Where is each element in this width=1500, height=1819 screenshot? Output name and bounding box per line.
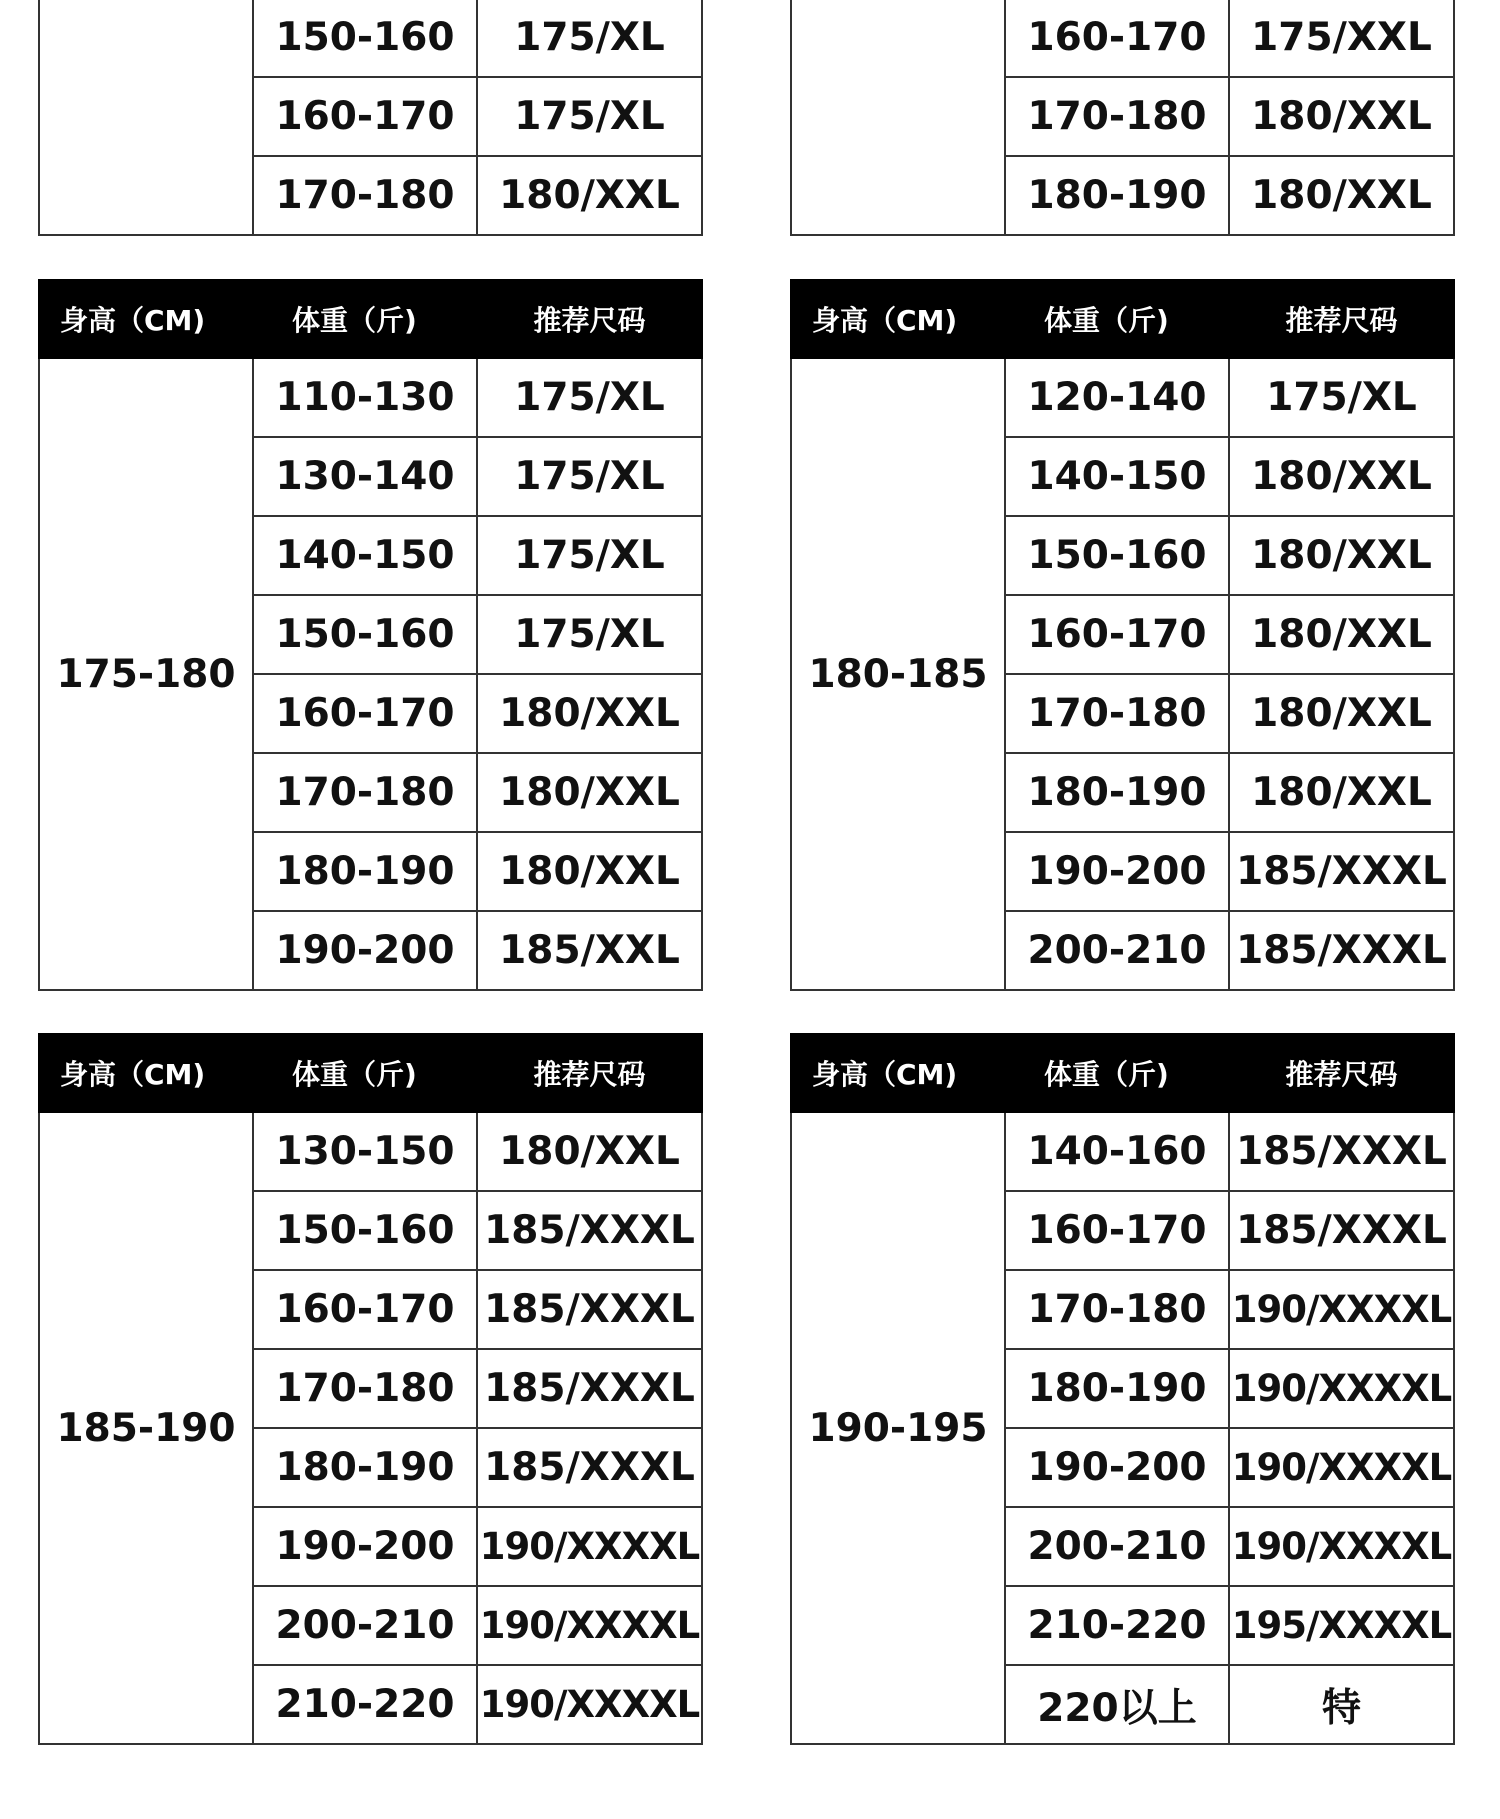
weight-cell: 150-160 bbox=[253, 595, 477, 674]
size-cell: 180/XXL bbox=[1229, 674, 1454, 753]
size-cell: 180/XXL bbox=[1229, 595, 1454, 674]
size-cell: 175/XL bbox=[477, 595, 702, 674]
height-cell: 185-190 bbox=[39, 1112, 253, 1744]
header-weight: 体重（斤) bbox=[253, 280, 477, 358]
size-cell: 175/XL bbox=[477, 0, 702, 77]
size-cell: 185/XXXL bbox=[477, 1270, 702, 1349]
table-header-row bbox=[39, 280, 702, 358]
size-cell: 190/XXXXL bbox=[1229, 1507, 1454, 1586]
weight-cell: 200-210 bbox=[1005, 1507, 1229, 1586]
weight-cell: 160-170 bbox=[1005, 595, 1229, 674]
weight-cell: 160-170 bbox=[253, 77, 477, 156]
weight-cell: 130-140 bbox=[253, 437, 477, 516]
table-row bbox=[791, 358, 1454, 437]
size-cell: 180/XXL bbox=[1229, 516, 1454, 595]
table-row bbox=[39, 1112, 702, 1191]
size-cell: 185/XXL bbox=[477, 911, 702, 990]
size-cell: 190/XXXXL bbox=[477, 1665, 702, 1744]
weight-cell: 190-200 bbox=[1005, 1428, 1229, 1507]
header-size: 推荐尺码 bbox=[477, 1034, 702, 1112]
weight-cell: 110-130 bbox=[253, 358, 477, 437]
size-cell: 185/XXXL bbox=[477, 1349, 702, 1428]
weight-cell: 200-210 bbox=[253, 1586, 477, 1665]
header-weight: 体重（斤) bbox=[253, 1034, 477, 1112]
size-cell: 175/XXL bbox=[1229, 0, 1454, 77]
size-table-185-190 bbox=[38, 1033, 703, 1745]
weight-cell: 190-200 bbox=[1005, 832, 1229, 911]
weight-cell: 170-180 bbox=[253, 753, 477, 832]
size-table-partial-left bbox=[38, 0, 703, 236]
weight-cell: 170-180 bbox=[253, 156, 477, 235]
size-cell: 180/XXL bbox=[477, 753, 702, 832]
size-cell: 180/XXL bbox=[477, 832, 702, 911]
weight-cell: 160-170 bbox=[1005, 0, 1229, 77]
header-weight: 体重（斤) bbox=[1005, 1034, 1229, 1112]
weight-cell: 210-220 bbox=[253, 1665, 477, 1744]
size-cell: 175/XL bbox=[477, 358, 702, 437]
size-cell: 175/XL bbox=[477, 437, 702, 516]
header-size: 推荐尺码 bbox=[1229, 1034, 1454, 1112]
weight-cell: 140-150 bbox=[1005, 437, 1229, 516]
weight-cell: 180-190 bbox=[253, 832, 477, 911]
table-header-row bbox=[791, 280, 1454, 358]
weight-cell: 130-150 bbox=[253, 1112, 477, 1191]
weight-cell: 210-220 bbox=[1005, 1586, 1229, 1665]
weight-cell: 160-170 bbox=[1005, 1191, 1229, 1270]
size-cell: 185/XXXL bbox=[1229, 1191, 1454, 1270]
size-table-180-185 bbox=[790, 279, 1455, 991]
size-cell: 180/XXL bbox=[1229, 437, 1454, 516]
size-cell: 175/XL bbox=[477, 77, 702, 156]
table-row bbox=[791, 0, 1454, 77]
weight-cell: 160-170 bbox=[253, 674, 477, 753]
size-cell: 185/XXXL bbox=[1229, 1112, 1454, 1191]
weight-cell: 140-150 bbox=[253, 516, 477, 595]
weight-cell: 170-180 bbox=[1005, 1270, 1229, 1349]
size-cell: 185/XXXL bbox=[477, 1428, 702, 1507]
size-cell: 180/XXL bbox=[477, 156, 702, 235]
weight-cell: 180-190 bbox=[1005, 1349, 1229, 1428]
size-cell: 185/XXXL bbox=[477, 1191, 702, 1270]
size-cell: 190/XXXXL bbox=[477, 1586, 702, 1665]
header-height: 身高（CM) bbox=[39, 1034, 253, 1112]
weight-cell: 150-160 bbox=[253, 1191, 477, 1270]
height-cell: 180-185 bbox=[791, 358, 1005, 990]
size-cell: 190/XXXXL bbox=[477, 1507, 702, 1586]
weight-cell: 140-160 bbox=[1005, 1112, 1229, 1191]
height-cell: 175-180 bbox=[39, 358, 253, 990]
weight-cell: 190-200 bbox=[253, 1507, 477, 1586]
weight-cell: 150-160 bbox=[253, 0, 477, 77]
size-cell: 185/XXXL bbox=[1229, 911, 1454, 990]
size-cell: 180/XXL bbox=[477, 674, 702, 753]
size-cell: 特 bbox=[1229, 1665, 1454, 1744]
table-header-row bbox=[39, 1034, 702, 1112]
weight-cell: 160-170 bbox=[253, 1270, 477, 1349]
size-table-partial-right bbox=[790, 0, 1455, 236]
size-cell: 190/XXXXL bbox=[1229, 1428, 1454, 1507]
header-size: 推荐尺码 bbox=[477, 280, 702, 358]
size-table-190-195 bbox=[790, 1033, 1455, 1745]
weight-cell: 170-180 bbox=[1005, 674, 1229, 753]
table-row bbox=[791, 1112, 1454, 1191]
table-header-row bbox=[791, 1034, 1454, 1112]
table-row bbox=[39, 0, 702, 77]
header-height: 身高（CM) bbox=[39, 280, 253, 358]
weight-cell: 180-190 bbox=[1005, 753, 1229, 832]
weight-cell: 180-190 bbox=[253, 1428, 477, 1507]
size-cell: 180/XXL bbox=[477, 1112, 702, 1191]
weight-cell: 170-180 bbox=[253, 1349, 477, 1428]
weight-cell: 180-190 bbox=[1005, 156, 1229, 235]
size-table-175-180 bbox=[38, 279, 703, 991]
weight-cell: 170-180 bbox=[1005, 77, 1229, 156]
weight-cell: 220以上 bbox=[1005, 1665, 1229, 1744]
size-cell: 190/XXXXL bbox=[1229, 1270, 1454, 1349]
header-height: 身高（CM) bbox=[791, 280, 1005, 358]
height-cell-empty bbox=[791, 0, 1005, 235]
weight-cell: 190-200 bbox=[253, 911, 477, 990]
height-cell: 190-195 bbox=[791, 1112, 1005, 1744]
size-cell: 180/XXL bbox=[1229, 753, 1454, 832]
size-cell: 180/XXL bbox=[1229, 77, 1454, 156]
weight-cell: 120-140 bbox=[1005, 358, 1229, 437]
size-cell: 185/XXXL bbox=[1229, 832, 1454, 911]
height-cell-empty bbox=[39, 0, 253, 235]
header-height: 身高（CM) bbox=[791, 1034, 1005, 1112]
size-cell: 180/XXL bbox=[1229, 156, 1454, 235]
size-cell: 195/XXXXL bbox=[1229, 1586, 1454, 1665]
header-weight: 体重（斤) bbox=[1005, 280, 1229, 358]
weight-cell: 150-160 bbox=[1005, 516, 1229, 595]
size-cell: 175/XL bbox=[477, 516, 702, 595]
size-cell: 190/XXXXL bbox=[1229, 1349, 1454, 1428]
table-row bbox=[39, 358, 702, 437]
header-size: 推荐尺码 bbox=[1229, 280, 1454, 358]
weight-cell: 200-210 bbox=[1005, 911, 1229, 990]
size-cell: 175/XL bbox=[1229, 358, 1454, 437]
